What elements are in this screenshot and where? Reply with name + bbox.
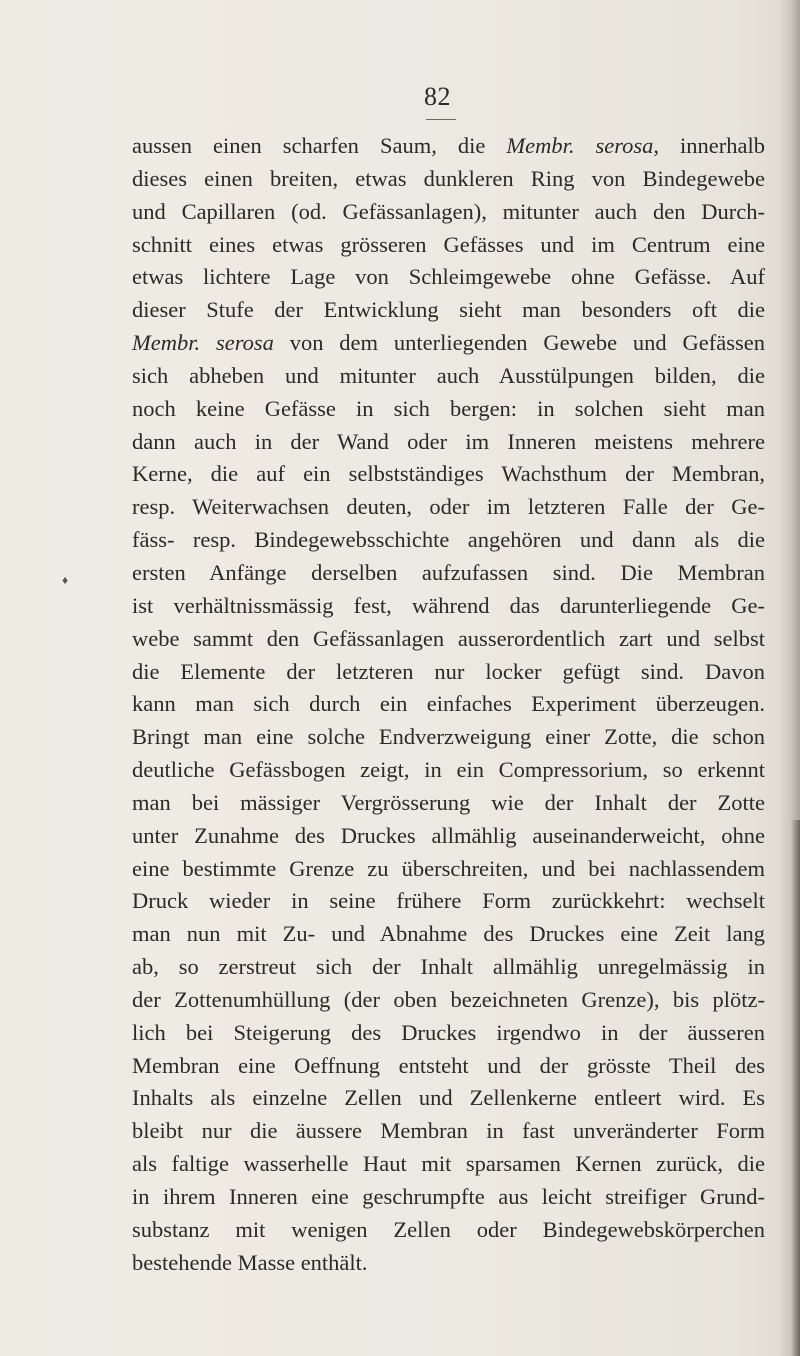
text-line	[132, 951, 765, 984]
text-line	[132, 130, 765, 163]
text-line	[132, 393, 765, 426]
text-line	[132, 623, 765, 656]
italic-term: Membr. serosa	[132, 330, 274, 356]
text-run: aussen einen scharfen Saum, die	[132, 133, 507, 158]
text-run: als faltige wasserhelle Haut mit sparsamen Kernen zurück, die	[132, 1151, 765, 1177]
text-run: webe sammt den Gefässanlagen ausserordentlich zart und selbst	[132, 625, 765, 651]
text-line	[132, 853, 765, 886]
text-run: Kerne, die auf ein selbstständiges Wachsthum der Membran,	[132, 461, 765, 487]
text-line	[132, 918, 765, 951]
text-line	[132, 360, 765, 393]
text-run: in ihrem Inneren eine geschrumpfte aus leicht streifiger Grund-	[132, 1184, 765, 1209]
text-line	[132, 1214, 765, 1247]
text-run: noch keine Gefässe in sich bergen: in solchen sieht man	[132, 395, 765, 421]
text-run: und Capillaren (od. Gefässanlagen), mitunter auch den Durch-	[132, 198, 765, 224]
text-line	[132, 294, 765, 327]
text-run: bestehende Masse enthält.	[132, 1249, 368, 1275]
text-line	[132, 1148, 765, 1181]
marginal-mark: ♦	[62, 573, 69, 587]
text-line	[132, 590, 765, 623]
text-line	[132, 557, 765, 590]
text-line	[132, 1181, 765, 1214]
text-run: bleibt nur die äussere Membran in fast unveränderter Form	[132, 1118, 765, 1144]
text-line	[132, 1115, 765, 1148]
spine-edge	[791, 820, 800, 1356]
text-line	[132, 163, 765, 196]
text-line	[132, 426, 765, 459]
text-line	[132, 327, 765, 360]
text-line	[132, 1082, 765, 1115]
text-run: sich abheben und mitunter auch Ausstülpungen bilden, die	[132, 362, 765, 388]
text-run: Membran eine Oeffnung entsteht und der grösste Theil des	[132, 1052, 765, 1078]
text-run: resp. Weiterwachsen deuten, oder im letzteren Falle der Ge-	[132, 494, 765, 520]
page-number-rule	[426, 119, 456, 120]
text-run: ist verhältnissmässig fest, während das darunterliegende Ge-	[132, 592, 765, 618]
text-line	[132, 524, 765, 557]
text-line	[132, 491, 765, 524]
body-text	[132, 130, 765, 1280]
text-run: dann auch in der Wand oder im Inneren meistens mehrere	[132, 428, 765, 454]
text-line	[132, 787, 765, 820]
text-run: Bringt man eine solche Endverzweigung einer Zotte, die schon	[132, 724, 765, 750]
text-line	[132, 1247, 765, 1280]
text-line	[132, 754, 765, 787]
text-run: ersten Anfänge derselben aufzufassen sind. Die Membran	[132, 559, 765, 585]
text-run: deutliche Gefässbogen zeigt, in ein Compressorium, so erkennt	[132, 757, 765, 783]
text-run: die Elemente der letzteren nur locker gefügt sind. Davon	[132, 658, 765, 684]
text-run: lich bei Steigerung des Druckes irgendwo in der äusseren	[132, 1019, 765, 1045]
text-run: etwas lichtere Lage von Schleimgewebe ohne Gefässe. Auf	[132, 264, 765, 290]
page-number: 82	[424, 82, 451, 111]
text-line	[132, 261, 765, 294]
text-run: der Zottenumhüllung (der oben bezeichneten Grenze), bis plötz-	[132, 986, 765, 1012]
text-run: kann man sich durch ein einfaches Experiment überzeugen.	[132, 691, 765, 717]
text-run: Druck wieder in seine frühere Form zurückkehrt: wechselt	[132, 888, 765, 914]
text-line	[132, 1017, 765, 1050]
text-run: Inhalts als einzelne Zellen und Zellenkerne entleert wird. Es	[132, 1085, 765, 1111]
text-run: fäss- resp. Bindegewebsschichte angehören und dann als die	[132, 527, 765, 553]
text-line	[132, 458, 765, 491]
text-run: dieser Stufe der Entwicklung sieht man besonders oft die	[132, 297, 765, 323]
text-line	[132, 1050, 765, 1083]
text-line	[132, 688, 765, 721]
text-line	[132, 656, 765, 689]
text-run: man bei mässiger Vergrösserung wie der Inhalt der Zotte	[132, 789, 765, 815]
text-run: unter Zunahme des Druckes allmählig auseinanderweicht, ohne	[132, 822, 765, 848]
text-run: , innerhalb	[653, 133, 765, 158]
text-line	[132, 196, 765, 229]
text-line	[132, 820, 765, 853]
text-run: substanz mit wenigen Zellen oder Bindegewebskörperchen	[132, 1216, 765, 1242]
text-run: man nun mit Zu- und Abnahme des Druckes eine Zeit lang	[132, 921, 765, 947]
text-run: ab, so zerstreut sich der Inhalt allmählig unregelmässig in	[132, 954, 765, 980]
text-line	[132, 885, 765, 918]
text-run: von dem unterliegenden Gewebe und Gefässen	[273, 330, 765, 356]
text-line	[132, 984, 765, 1017]
text-run: eine bestimmte Grenze zu überschreiten, und bei nachlassendem	[132, 855, 765, 881]
italic-term: Membr. serosa	[506, 133, 654, 158]
text-run: schnitt eines etwas grösseren Gefässes und im Centrum eine	[132, 231, 765, 257]
text-line	[132, 229, 765, 262]
text-line	[132, 721, 765, 754]
text-run: dieses einen breiten, etwas dunkleren Ring von Bindegewebe	[132, 165, 765, 191]
